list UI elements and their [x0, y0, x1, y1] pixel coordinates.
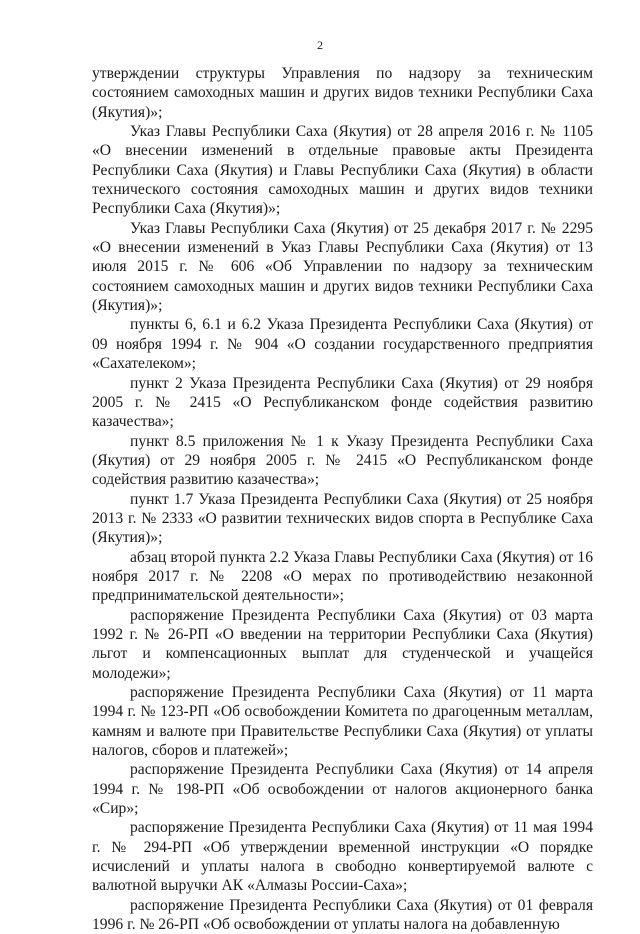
paragraph: Указ Главы Республики Саха (Якутия) от 28 апреля 2016 г. № 1105 «О внесении изменений в отдельные правовые акты Президента Республики Саха (Якутия) и Главы Республики Саха (Якутия) в области технического состояния самоходных машин и других видов техники Республики Саха (Якутия)»;	[92, 123, 593, 218]
paragraph: утверждении структуры Управления по надзору за техническим состоянием самоходных машин и других видов техники Республики Саха (Якутия)»;	[92, 65, 593, 121]
document-body	[92, 64, 593, 934]
paragraph: распоряжение Президента Республики Саха (Якутия) от 01 февраля 1996 г. № 26-РП «Об освобождении от уплаты налога на добавленную	[92, 896, 593, 934]
paragraph: распоряжение Президента Республики Саха (Якутия) от 11 мая 1994 г. № 294-РП «Об утверждении временной инструкции «О порядке исчислений и уплаты налога в свободно конвертируемой валюте с валютной выручки АК «Алмазы России-Саха»;	[92, 819, 593, 895]
paragraph: распоряжение Президента Республики Саха (Якутия) от 03 марта 1992 г. № 26-РП «О введении на территории Республики Саха (Якутия) льгот и компенсационных выплат для студенческой и учащейся молодежи»;	[92, 606, 593, 682]
paragraph: Указ Главы Республики Саха (Якутия) от 25 декабря 2017 г. № 2295 «О внесении изменений в Указ Главы Республики Саха (Якутия) от 13 июля 2015 г. № 606 «Об Управлении по надзору за техническим состоянием самоходных машин и других видов техники Республики Саха (Якутия)»;	[92, 219, 593, 315]
paragraph: пункт 8.5 приложения № 1 к Указу Президента Республики Саха (Якутия) от 29 ноября 2005 г. № 2415 «О Республиканском фонде содействия развитию казачества»;	[92, 432, 593, 489]
paragraph: абзац второй пункта 2.2 Указа Главы Республики Саха (Якутия) от 16 ноября 2017 г. № 2208 «О мерах по противодействию незаконной предпринимательской деятельности»;	[92, 548, 593, 605]
paragraph: распоряжение Президента Республики Саха (Якутия) от 11 марта 1994 г. № 123-РП «Об освобождении Комитета по драгоценным металлам, камням и валюте при Правительстве Республики Саха (Якутия) от уплаты налогов, сборов и платежей»;	[92, 684, 593, 760]
paragraph: пункт 2 Указа Президента Республики Саха (Якутия) от 29 ноября 2005 г. № 2415 «О Республиканском фонде содействия развитию казачества»;	[92, 374, 593, 431]
paragraph: пункт 1.7 Указа Президента Республики Саха (Якутия) от 25 ноября 2013 г. № 2333 «О развитии технических видов спорта в Республике Саха (Якутия)»;	[92, 490, 593, 547]
paragraph: распоряжение Президента Республики Саха (Якутия) от 14 апреля 1994 г. № 198-РП «Об освобождении от налогов акционерного банка «Сир»;	[92, 761, 593, 818]
paragraph: пункты 6, 6.1 и 6.2 Указа Президента Республики Саха (Якутия) от 09 ноября 1994 г. № 904 «О создании государственного предприятия «Сахателеком»;	[92, 316, 593, 373]
page-number: 2	[317, 38, 323, 52]
